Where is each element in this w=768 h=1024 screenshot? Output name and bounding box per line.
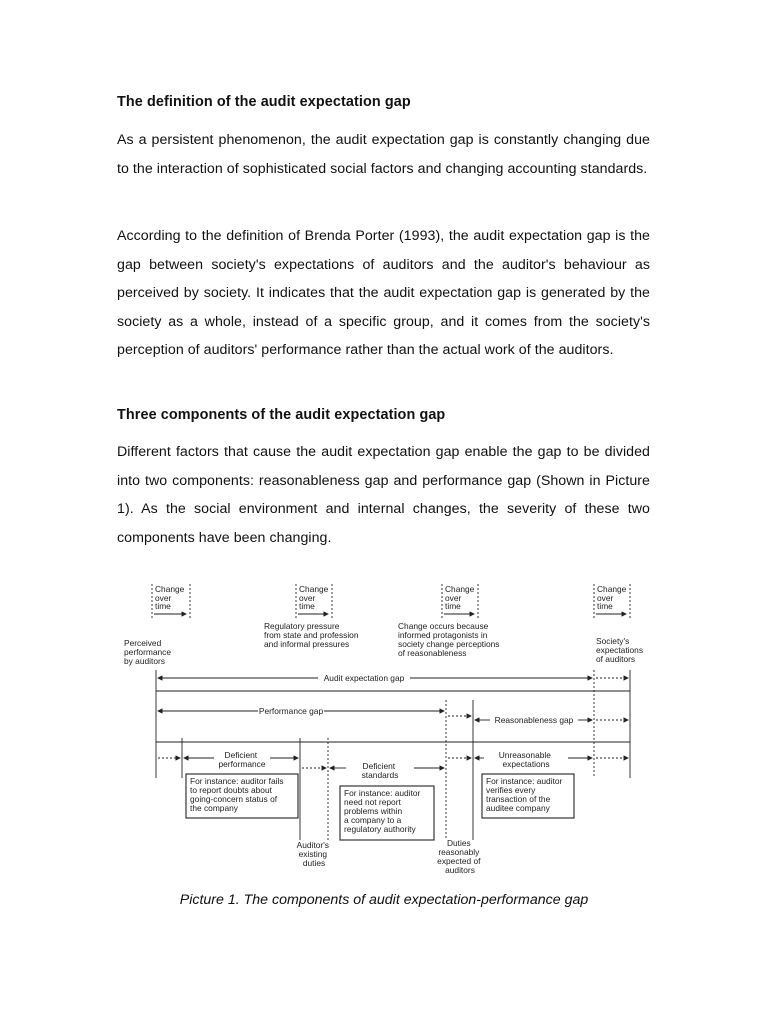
deficient-standards-label: Deficient standards xyxy=(361,761,399,780)
existing-duties-label: Auditor's existing duties xyxy=(296,840,329,868)
reasonableness-gap-label: Reasonableness gap xyxy=(494,715,574,725)
paragraph-persistent-phenomenon: As a persistent phenomenon, the audit expectation gap is constantly changing due to the interaction of sophisticated social factors and changing accounting standards. xyxy=(117,132,650,177)
performance-gap-label: Performance gap xyxy=(258,706,324,716)
unreasonable-expectations-label: Unreasonable expectations xyxy=(498,750,551,769)
expectation-gap-diagram xyxy=(118,578,644,875)
paragraph-porter-definition: According to the definition of Brenda Porter (1993), the audit expectation gap is the gap between society's expectations of auditors and the auditor's behaviour as perceived by society. It indicates that the audit expectation gap is generated by the society as a whole, instead of a specific group, and it comes from the society's perception of auditors' performance rather than the actual work of the auditors. xyxy=(117,228,650,359)
example-box-performance: For instance: auditor fails to report doubts about going-concern status of the company xyxy=(190,776,284,813)
audit-expectation-gap-label: Audit expectation gap xyxy=(323,673,405,683)
example-box-standards: For instance: auditor need not report problems within a company to a regulatory authority xyxy=(344,788,421,834)
change-over-time-label-2: Change over time xyxy=(299,584,329,611)
change-over-time-label-3: Change over time xyxy=(445,584,475,611)
duties-reasonably-expected-label: Duties reasonably expected of auditors xyxy=(437,838,481,875)
figure-caption: Picture 1. The components of audit expectation-performance gap xyxy=(179,892,589,908)
change-over-time-label-1: Change over time xyxy=(155,584,185,611)
section-heading-definition: The definition of the audit expectation gap xyxy=(117,94,411,110)
change-occurs-note: Change occurs because informed protagonists in society change perceptions of reasonableness xyxy=(398,621,500,658)
paragraph-components: Different factors that cause the audit expectation gap enable the gap to be divided into two components: reasonableness gap and performance gap (Shown in Picture 1). As the social environment and internal changes, the severity of these two components have been changing. xyxy=(117,444,650,546)
societys-expectations-label: Society's expectations of auditors xyxy=(596,636,644,664)
deficient-performance-label: Deficient performance xyxy=(218,750,266,769)
regulatory-pressure-note: Regulatory pressure from state and profession and informal pressures xyxy=(264,621,359,649)
section-heading-components: Three components of the audit expectation gap xyxy=(117,407,446,423)
change-over-time-label-4: Change over time xyxy=(597,584,627,611)
perceived-performance-label: Perceived performance by auditors xyxy=(124,638,172,666)
example-box-unreasonable: For instance: auditor verifies every transaction of the auditee company xyxy=(486,776,563,813)
